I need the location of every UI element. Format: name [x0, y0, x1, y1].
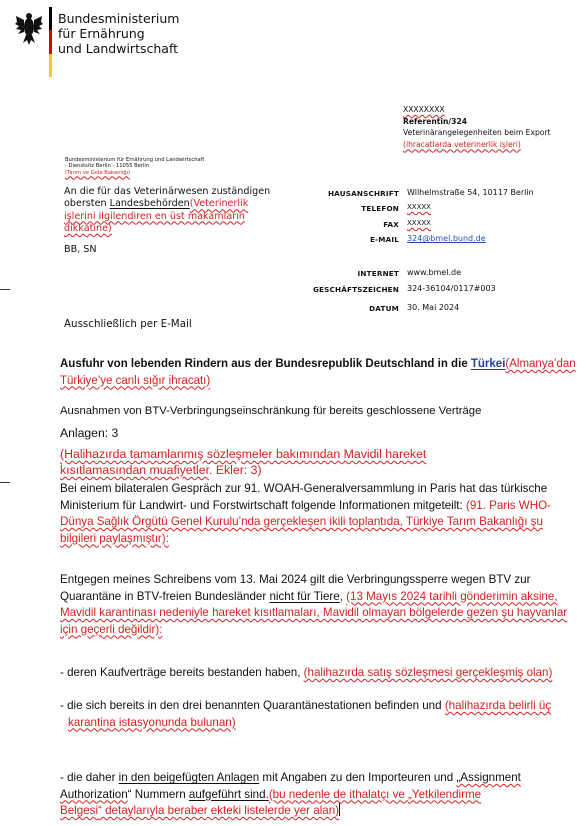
geschaeftszeichen-label: GESCHÄFTSZEICHEN [312, 285, 399, 294]
sender-line-2: - Dienstsitz Berlin - 11055 Berlin [65, 163, 150, 170]
bullet-3-translation-4: “ detaylarıyla beraber ekteki listelerde yer alan) [98, 804, 340, 817]
para2-translation-line-2: Mavidil karantinası nedeniyle hareket kısıtlamaları, Mavidil olmayan bölgelerde gezen şu hayvanlar [60, 606, 568, 619]
datum-value: 30. Mai 2024 [407, 303, 460, 312]
email-link[interactable]: 324@bmel.bund.de [407, 234, 486, 243]
para1-line-2a: Ministerium für Landwirt- und Forstwirtschaft folgende Informationen mitgeteilt: [60, 498, 466, 512]
bullet-1-translation: (halihazırda satış sözleşmesi gerçekleşmiş olan) [303, 666, 553, 679]
exceptions-heading: Ausnahmen von BTV-Verbringungseinschränkung für bereits geschlossene Verträge [60, 405, 482, 417]
para1-translation-start: (91. Paris WHO- [465, 498, 551, 512]
paragraph-2 [60, 572, 584, 638]
recipient-line-1: An die für das Veterinärwesen zuständigen [64, 186, 271, 197]
telefon-value: XXXXX [407, 203, 431, 211]
referent-name: XXXXXXXX [403, 105, 445, 114]
ministry-line-3: und Landwirtschaft [58, 41, 179, 56]
ministry-line-2: für Ernährung [58, 26, 145, 41]
para1-translation-line-3: bilgileri paylaşmıştır): [60, 531, 169, 545]
ministry-line-1: Bundesministerium [58, 11, 180, 26]
telefon-label: TELEFON [361, 204, 399, 213]
para2-translation-line-3: için geçerli değildir): [60, 622, 163, 636]
para1-translation-line-2: Dünya Sağlık Örgütü Genel Kurulu’nda gerçekleşen ikili toplantıda, Türkiye Tarım Bakanlığı şu [60, 515, 543, 528]
exceptions-translation-line-1: (Halihazırda tamamlanmış sözleşmeler bakımından Mavidil hareket [60, 447, 427, 461]
exceptions-translation-line-2b: . Ekler: 3) [209, 463, 262, 477]
recipient-line-2a: obersten [64, 198, 110, 210]
bullet-1 [60, 665, 584, 682]
para2-comma: , [339, 589, 347, 603]
bullet-3-a: - die daher [60, 771, 119, 784]
hausanschrift-label: HAUSANSCHRIFT [327, 189, 399, 198]
internet-value: www.bmel.de [407, 268, 461, 277]
para2-not-for-animals: nicht für Tiere [269, 589, 340, 603]
exceptions-translation [60, 446, 426, 478]
paragraph-1 [60, 481, 584, 547]
bullet-3-assignment: „Assignment [456, 771, 521, 784]
sender-line-3: (Tarım ve Gıda Bakanlığı) [65, 169, 131, 176]
exceptions-translation-line-2a: kısıtlamasından muafiyetler [60, 463, 209, 477]
bullet-3-translation-3: Belgesi [60, 804, 99, 817]
recipient-authority: Landesbehörden [109, 198, 190, 210]
para2-translation-start: (13 Mayıs 2024 tarihli gönderimin aksine, [346, 589, 558, 603]
bullet-3 [60, 770, 584, 820]
text-cursor [339, 803, 340, 816]
recipient-cc: BB, SN [64, 244, 97, 256]
referent-matter-translation: (ihracatlarda veterinerlik işleri) [403, 139, 521, 149]
para2-line-1: Entgegen meines Schreibens vom 13. Mai 2024 gilt die Verbringungssperre wegen BTV zur [60, 573, 531, 586]
bullet-3-authorization: Authorization [60, 787, 128, 801]
subject-translation-2: Türkiye’ye canlı sığır ihracatı) [60, 374, 211, 387]
fax-label: FAX [383, 220, 399, 229]
sender-line-1: Bundesministerium für Ernährung und Landwirtschaft [65, 157, 205, 163]
recipient-block [64, 186, 304, 256]
ministry-name [58, 11, 179, 56]
subject-translation-1: (Almanya’dan [505, 358, 576, 370]
bullet-2-translation-1: (halihazırda belirli üç [444, 699, 552, 712]
fold-mark-middle [0, 482, 10, 483]
fold-mark-top [0, 289, 10, 290]
internet-label: INTERNET [357, 269, 399, 278]
referent-block [403, 104, 551, 150]
attachments-count: Anlagen: 3 [60, 426, 119, 440]
para2-line-2a: Quarantäne in BTV-freien Bundesländer [60, 589, 270, 603]
bullet-3-f: “ Nummern [127, 787, 189, 801]
referent-unit: Referentin/324 [403, 116, 468, 126]
recipient-translation-line-3: dikkatine) [64, 222, 112, 234]
eagle-logo [15, 10, 43, 46]
email-label: E-MAIL [369, 235, 399, 244]
datum-label: DATUM [369, 304, 399, 313]
recipient-translation-start: (Veterinerlik [189, 198, 249, 210]
sender-address [65, 157, 204, 176]
hausanschrift-value: Wilhelmstraße 54, 10117 Berlin [407, 188, 534, 197]
subject-country: Türkei [470, 358, 506, 370]
german-flag-bar [49, 7, 52, 77]
para1-line-1: Bei einem bilateralen Gespräch zur 91. WOAH-Generalversammlung in Paris hat das türkische [60, 482, 548, 495]
bullet-1-text: - deren Kaufverträge bereits bestanden haben, [60, 666, 304, 679]
bullet-2 [60, 698, 584, 731]
delivery-note: Ausschließlich per E-Mail [64, 318, 192, 330]
bullet-2-translation-2: karantina istasyonunda bulunan) [68, 715, 236, 729]
subject-block [60, 356, 580, 389]
subject-text: Ausfuhr von lebenden Rindern aus der Bundesrepublik Deutschland in die [60, 358, 471, 370]
bullet-3-attachments: in den beigefügten Anlagen [118, 771, 260, 784]
referent-matter: Veterinärangelegenheiten beim Export [403, 128, 551, 137]
bullet-3-c: mit Angaben zu den Importeuren und [259, 771, 457, 784]
bullet-3-translation-1: (bu nedenle de ithalatçı ve [268, 787, 409, 801]
bullet-2-text: - die sich bereits in den drei benannten Quarantänestationen befinden und [60, 699, 445, 712]
geschaeftszeichen-value: 324-36104/0117#003 [407, 284, 496, 293]
fax-value: XXXXX [407, 219, 431, 227]
recipient-translation-line-2: işlerini ilgilendiren en üst makamların [64, 210, 245, 222]
bullet-3-translation-2: „Yetkilendirme [408, 787, 482, 801]
bullet-3-listed: aufgeführt sind. [188, 787, 269, 801]
